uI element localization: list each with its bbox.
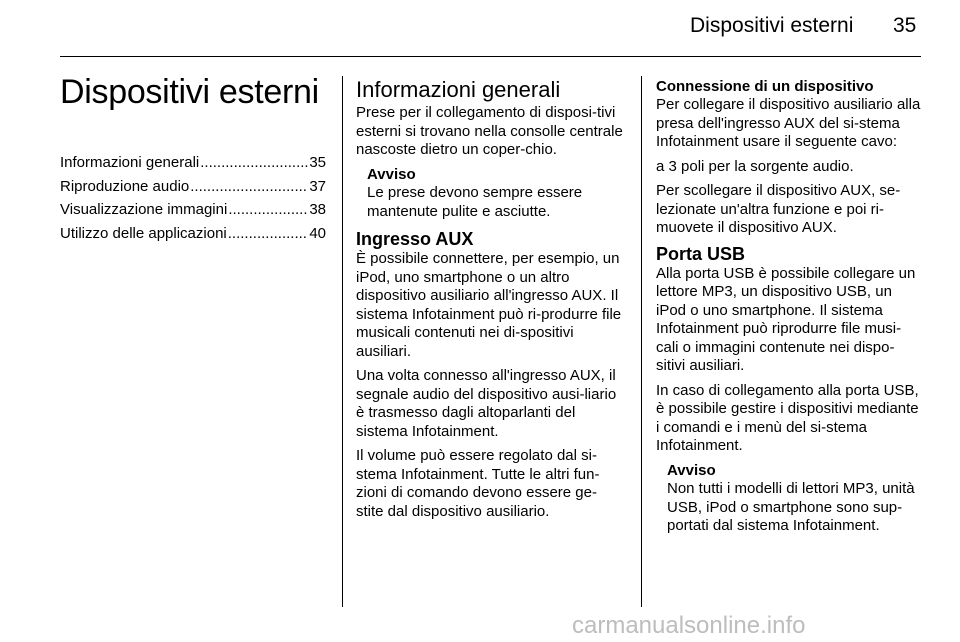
toc-entry-label: Visualizzazione immagini <box>60 201 228 218</box>
subheading-connect-device: Connessione di un dispositivo <box>656 78 874 95</box>
notice-box <box>656 462 922 536</box>
section-heading-general: Informazioni generali <box>356 77 561 102</box>
toc-entry[interactable] <box>60 154 326 173</box>
toc-entry-label: Utilizzo delle applicazioni <box>60 224 227 242</box>
toc-leader <box>200 154 308 173</box>
notice-text: Le prese devono sempre essere mantenute pulite e asciutte. <box>367 184 583 220</box>
header-divider <box>60 56 921 57</box>
section-heading-aux: Ingresso AUX <box>356 229 474 249</box>
page-number: 35 <box>893 14 917 37</box>
paragraph: Prese per il collegamento di disposi-tivi esterni si trovano nella consolle centrale nascoste dietro un coper-chio. <box>356 104 623 158</box>
content-column-middle <box>356 78 623 527</box>
toc-entry-page: 38 <box>309 201 326 218</box>
chapter-title: Dispositivi esterni <box>60 73 319 111</box>
paragraph: Per collegare il dispositivo ausiliario alla presa dell'ingresso AUX del si-stema Infotainment usare il seguente cavo: <box>656 96 921 150</box>
notice-title: Avviso <box>667 461 716 479</box>
toc-entry[interactable] <box>60 225 326 244</box>
paragraph: Alla porta USB è possibile collegare un lettore MP3, un dispositivo USB, un iPod o uno smartphone. Il sistema Infotainment può riprodurre file musi-cali o immagini contenute nei dispo-sitivi ausiliari. <box>656 264 916 374</box>
paragraph: Il volume può essere regolato dal si-stema Infotainment. Tutte le altri fun-zioni di comando devono essere ge-stite dal dispositivo ausiliario. <box>356 447 600 520</box>
toc-entry-label: Riproduzione audio <box>60 177 190 195</box>
paragraph: Una volta connesso all'ingresso AUX, il segnale audio del dispositivo ausi-liario è trasmesso dagli altoparlanti del sistema Infotainment. <box>356 367 617 440</box>
paragraph: In caso di collegamento alla porta USB, è possibile gestire i dispositivi mediante i comandi e i menù del si-stema Infotainment. <box>656 381 919 454</box>
watermark: carmanualsonline.info <box>572 612 806 639</box>
column-divider <box>641 76 642 607</box>
paragraph: a 3 poli per la sorgente audio. <box>656 157 854 175</box>
notice-title: Avviso <box>367 165 416 183</box>
toc-leader <box>228 201 308 220</box>
toc-leader <box>228 225 309 244</box>
toc-entry-page: 40 <box>309 224 326 242</box>
running-header-title: Dispositivi esterni <box>690 14 854 37</box>
paragraph: È possibile connettere, per esempio, un iPod, uno smartphone o un altro dispositivo ausiliario all'ingresso AUX. Il sistema Infotainment può ri-produrre file musicali contenuti nei di-spositivi ausiliari. <box>356 250 622 360</box>
paragraph: Per scollegare il dispositivo AUX, se-lezionate un'altra funzione e poi ri-muovete il dispositivo AUX. <box>656 182 901 236</box>
toc-leader <box>190 178 308 197</box>
toc-entry-label: Informazioni generali <box>60 154 200 171</box>
content-column-right <box>656 78 922 544</box>
column-divider <box>342 76 343 607</box>
toc-column <box>60 72 326 248</box>
table-of-contents <box>60 154 326 243</box>
toc-entry[interactable] <box>60 178 326 197</box>
toc-entry[interactable] <box>60 201 326 220</box>
section-heading-usb: Porta USB <box>656 243 746 264</box>
notice-box <box>356 166 623 222</box>
toc-entry-page: 37 <box>309 177 326 195</box>
toc-entry-page: 35 <box>309 154 326 171</box>
notice-text: Non tutti i modelli di lettori MP3, unità USB, iPod o smartphone sono sup-portati dal sistema Infotainment. <box>667 480 915 534</box>
